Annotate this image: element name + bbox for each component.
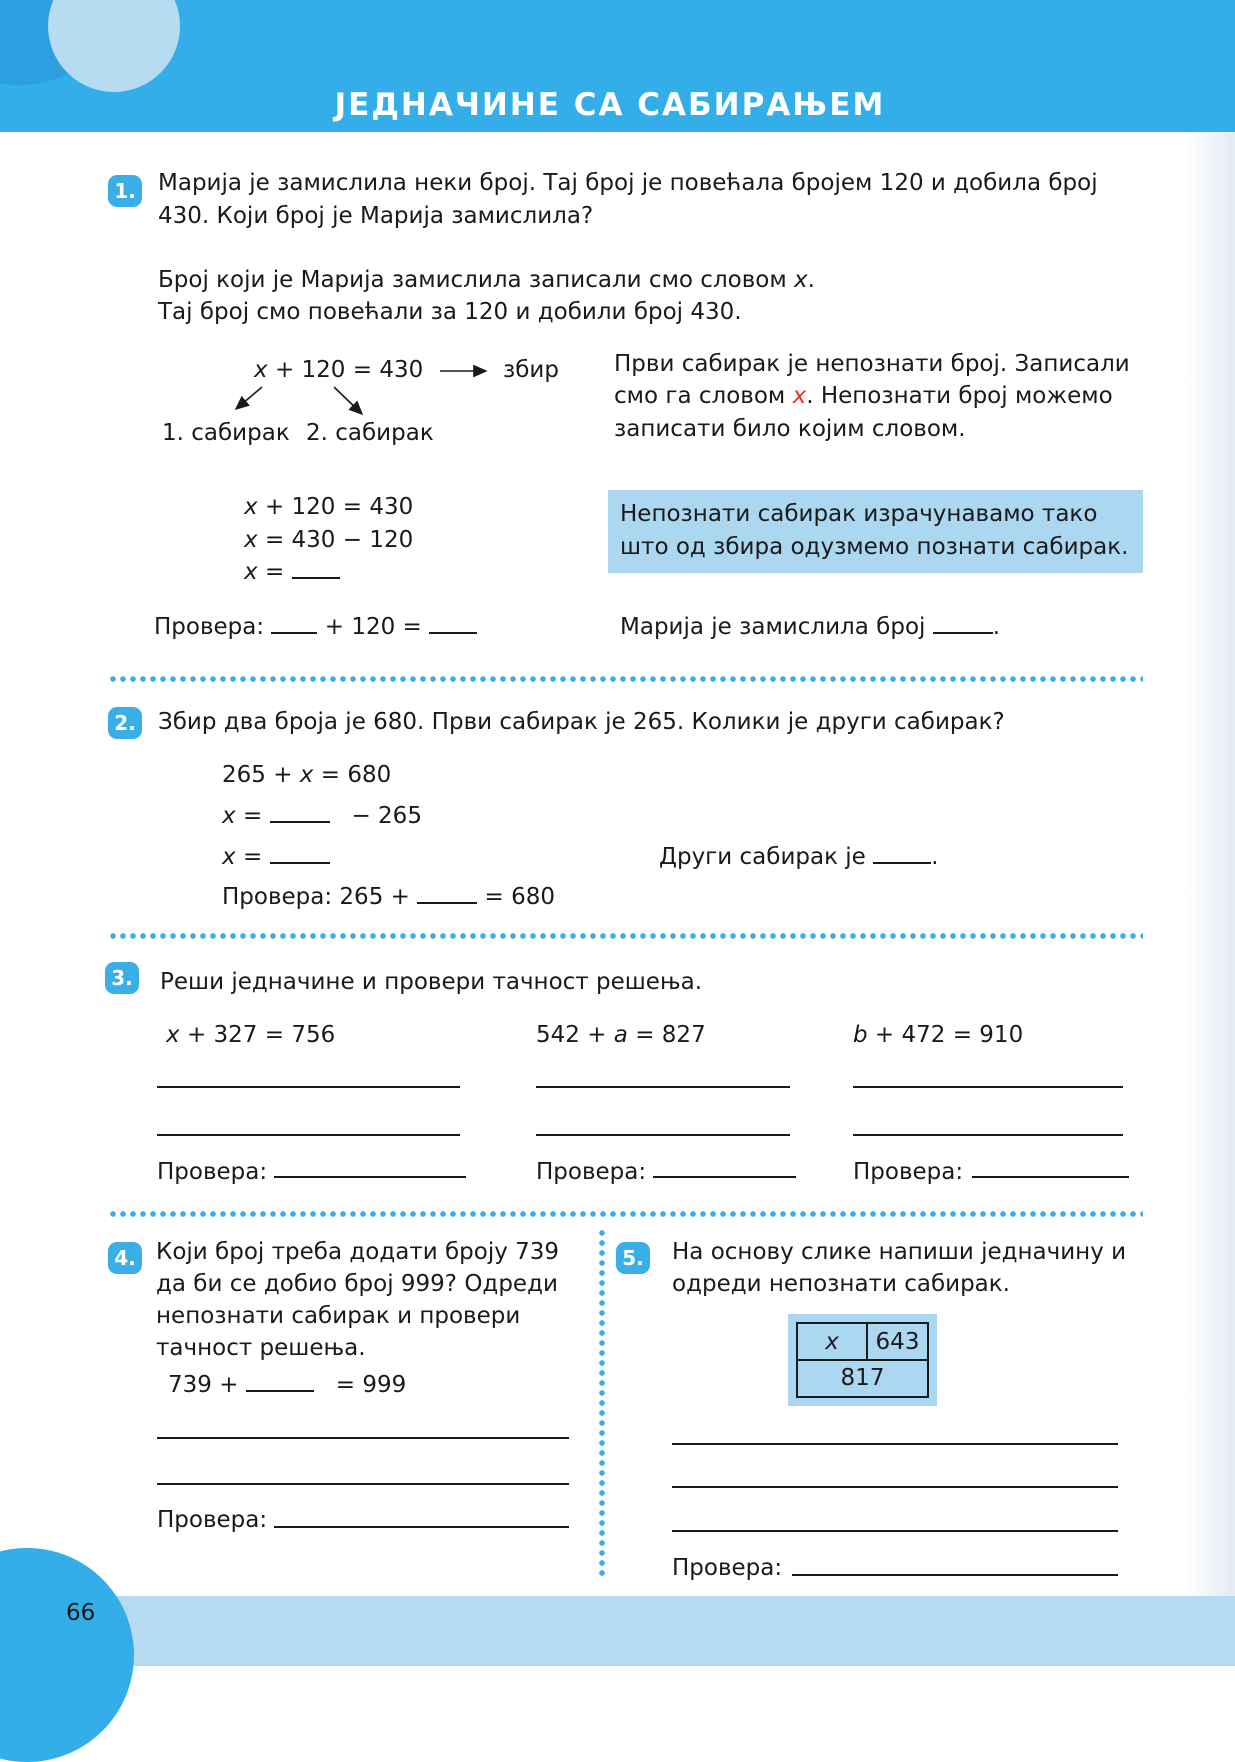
task3-check2: Провера: <box>536 1159 647 1185</box>
answer-line[interactable] <box>672 1530 1118 1532</box>
check-blank[interactable] <box>417 882 477 904</box>
step2: x = 430 − 120 <box>244 527 414 553</box>
addition-box-frame <box>796 1322 929 1398</box>
task1-question-line1: Марија је замислила неки број. Тај број је повећала бројем 120 и добила број <box>158 170 1098 196</box>
check-line[interactable] <box>274 1526 569 1528</box>
answer-line[interactable] <box>157 1483 569 1485</box>
answer-blank[interactable] <box>292 557 340 579</box>
box-unknown: x <box>825 1329 839 1355</box>
answer-line[interactable] <box>853 1134 1123 1136</box>
check-blank[interactable] <box>271 612 317 634</box>
answer-line[interactable] <box>536 1086 790 1088</box>
task3-instruction: Реши једначине и провери тачност решења. <box>160 969 703 995</box>
check-line[interactable] <box>653 1176 796 1178</box>
task2-eq3: x = <box>222 841 330 874</box>
rule-line2: што од збира одузмемо познати сабирак. <box>620 534 1129 560</box>
task1-intro-line1: Број који је Марија замислила записали смо словом x. <box>158 267 815 293</box>
task4-eq: 739 + = 999 <box>168 1372 407 1398</box>
task5-line1: На основу слике напиши једначину и <box>672 1239 1127 1265</box>
task1-question-line2: 430. Који број је Марија замислила? <box>158 203 594 229</box>
check-line[interactable] <box>274 1176 466 1178</box>
task2-answer: Други сабирак је . <box>659 844 939 870</box>
step3: x = <box>244 556 340 589</box>
task-number-badge: 4. <box>108 1242 142 1274</box>
page-number: 66 <box>66 1600 96 1626</box>
step1: x + 120 = 430 <box>244 494 414 520</box>
task1-intro-line2: Тај број смо повећали за 120 и добили број 430. <box>158 299 742 325</box>
footer-circle <box>0 1548 134 1762</box>
dotted-separator <box>108 676 1143 682</box>
diagram-addend1-label: 1. сабирак <box>162 420 290 446</box>
answer-blank[interactable] <box>873 842 931 864</box>
check-line[interactable] <box>792 1574 1118 1576</box>
dotted-separator <box>108 1211 1143 1217</box>
answer-line[interactable] <box>672 1443 1118 1445</box>
page-title: ЈЕДНАЧИНЕ СА САБИРАЊЕМ <box>334 87 886 123</box>
answer-blank[interactable] <box>270 801 330 823</box>
task2-question: Збир два броја је 680. Први сабирак је 265. Колики је други сабирак? <box>158 709 1005 735</box>
footer-bar <box>0 1596 1235 1666</box>
red-x: x <box>792 383 807 409</box>
answer-blank[interactable] <box>933 612 993 634</box>
task-number-badge: 5. <box>616 1242 650 1274</box>
explain-line1: Први сабирак је непознати број. Записали <box>614 351 1130 377</box>
task1-check: Провера: + 120 = <box>154 611 477 644</box>
check-line[interactable] <box>972 1176 1129 1178</box>
addend2-arrow <box>334 387 362 414</box>
task4-line1: Који број треба додати броју 739 <box>156 1239 560 1265</box>
task4-line2: да би се добио број 999? Одреди <box>156 1271 558 1297</box>
answer-line[interactable] <box>672 1486 1118 1488</box>
answer-blank[interactable] <box>270 842 330 864</box>
page-shadow <box>1185 132 1235 1666</box>
task-number-badge: 1. <box>108 175 142 207</box>
task2-check: Провера: 265 + = 680 <box>222 884 556 910</box>
answer-line[interactable] <box>853 1086 1123 1088</box>
diagram-equation: x + 120 = 430 <box>254 357 424 383</box>
task4-check: Провера: <box>157 1507 268 1533</box>
rule-line1: Непознати сабирак израчунавамо тако <box>620 501 1098 527</box>
check-blank[interactable] <box>429 612 477 634</box>
box-sum: 817 <box>840 1365 885 1391</box>
task-number-badge: 3. <box>105 962 139 994</box>
task3-eq1: x + 327 = 756 <box>166 1022 336 1048</box>
task3-eq2: 542 + a = 827 <box>536 1022 706 1048</box>
answer-line[interactable] <box>157 1086 460 1088</box>
task4-line4: тачност решења. <box>156 1335 366 1361</box>
diagram-addend2-label: 2. сабирак <box>306 420 434 446</box>
task2-eq1: 265 + x = 680 <box>222 762 392 788</box>
task1-answer: Марија је замислила број . <box>620 614 1001 640</box>
task2-eq2: x = − 265 <box>222 803 422 829</box>
diagram-sum-label: збир <box>503 357 559 383</box>
task-number-badge: 2. <box>108 707 142 739</box>
explain-line2: смо га словом x. Непознати број можемо <box>614 383 1113 409</box>
task3-check3: Провера: <box>853 1159 964 1185</box>
answer-line[interactable] <box>157 1437 569 1439</box>
task3-check1: Провера: <box>157 1159 268 1185</box>
vertical-dotted-separator <box>599 1228 605 1578</box>
box-known-addend: 643 <box>875 1329 920 1355</box>
task3-eq3: b + 472 = 910 <box>853 1022 1024 1048</box>
task5-check: Провера: <box>672 1555 783 1581</box>
answer-line[interactable] <box>157 1134 460 1136</box>
task5-line2: одреди непознати сабирак. <box>672 1271 1010 1297</box>
addend1-arrow <box>236 387 262 409</box>
dotted-separator <box>108 933 1143 939</box>
explain-line3: записати било којим словом. <box>614 416 966 442</box>
answer-line[interactable] <box>536 1134 790 1136</box>
task4-line3: непознати сабирак и провери <box>156 1303 521 1329</box>
answer-blank[interactable] <box>246 1370 314 1392</box>
